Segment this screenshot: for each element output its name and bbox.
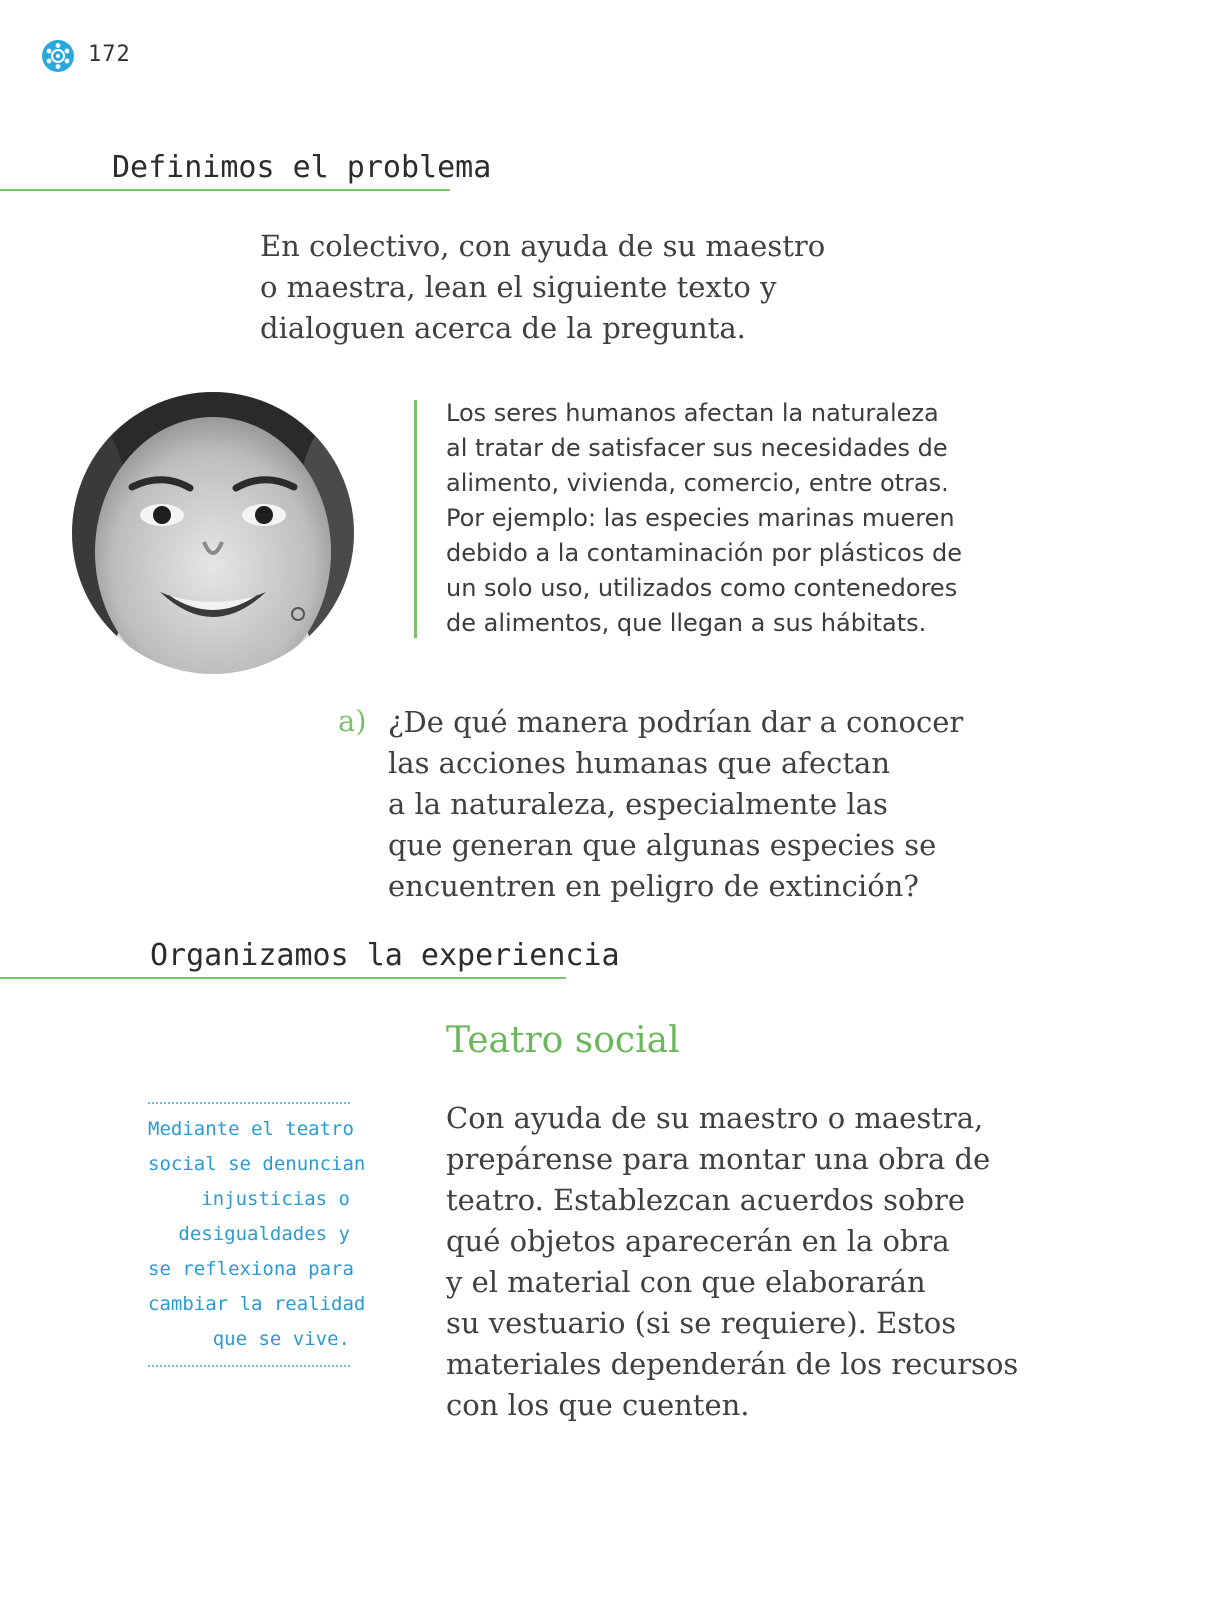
question-text (388, 702, 1028, 907)
question-marker: a) (338, 704, 367, 738)
body-line: Con ayuda de su maestro o maestra, (446, 1101, 984, 1135)
question-line: a la naturaleza, especialmente las (388, 787, 888, 821)
quote-line: Por ejemplo: las especies marinas mueren (446, 504, 955, 532)
portrait-photo (72, 392, 354, 674)
body-line: con los que cuenten. (446, 1388, 750, 1422)
intro-line: dialoguen acerca de la pregunta. (260, 311, 746, 345)
quote-line: de alimentos, que llegan a sus hábitats. (446, 609, 927, 637)
side-note-line: que se vive. (212, 1328, 350, 1350)
quote-text (446, 396, 1066, 641)
quote-line: al tratar de satisfacer sus necesidades de (446, 434, 948, 462)
body-line: prepárense para montar una obra de (446, 1142, 991, 1176)
quote-line: un solo uso, utilizados como contenedores (446, 574, 958, 602)
section-rule (0, 977, 566, 979)
quote-line: alimento, vivienda, comercio, entre otras. (446, 469, 949, 497)
quote-bar (414, 400, 417, 638)
body-line: teatro. Establezcan acuerdos sobre (446, 1183, 965, 1217)
question-line: ¿De qué manera podrían dar a conocer (388, 705, 964, 739)
section-heading-organizamos: Organizamos la experiencia (150, 938, 620, 973)
question-line: que generan que algunas especies se (388, 828, 937, 862)
side-note-line: Mediante el teatro (148, 1118, 354, 1140)
body-line: su vestuario (si se requiere). Estos (446, 1306, 957, 1340)
side-note-line: injusticias o (201, 1188, 350, 1210)
intro-paragraph (260, 226, 900, 349)
quote-line: Los seres humanos afectan la naturaleza (446, 399, 939, 427)
section-rule (0, 189, 450, 191)
page-badge-icon (40, 38, 76, 74)
section-heading-definimos: Definimos el problema (112, 150, 492, 185)
side-note-line: desigualdades y (178, 1223, 350, 1245)
intro-line: o maestra, lean el siguiente texto y (260, 270, 777, 304)
side-note (148, 1102, 366, 1367)
side-note-line: cambiar la realidad (148, 1293, 366, 1315)
side-note-line: social se denuncian (148, 1153, 366, 1175)
body-line: materiales dependerán de los recursos (446, 1347, 1019, 1381)
quote-line: debido a la contaminación por plásticos de (446, 539, 962, 567)
question-line: encuentren en peligro de extinción? (388, 869, 919, 903)
page-number: 172 (88, 42, 131, 67)
side-note-line: se reflexiona para (148, 1258, 354, 1280)
body-line: y el material con que elaborarán (446, 1265, 926, 1299)
sub-heading-teatro-social: Teatro social (446, 1020, 680, 1061)
intro-line: En colectivo, con ayuda de su maestro (260, 229, 826, 263)
body-paragraph (446, 1098, 1086, 1426)
body-line: qué objetos aparecerán en la obra (446, 1224, 950, 1258)
question-line: las acciones humanas que afectan (388, 746, 890, 780)
